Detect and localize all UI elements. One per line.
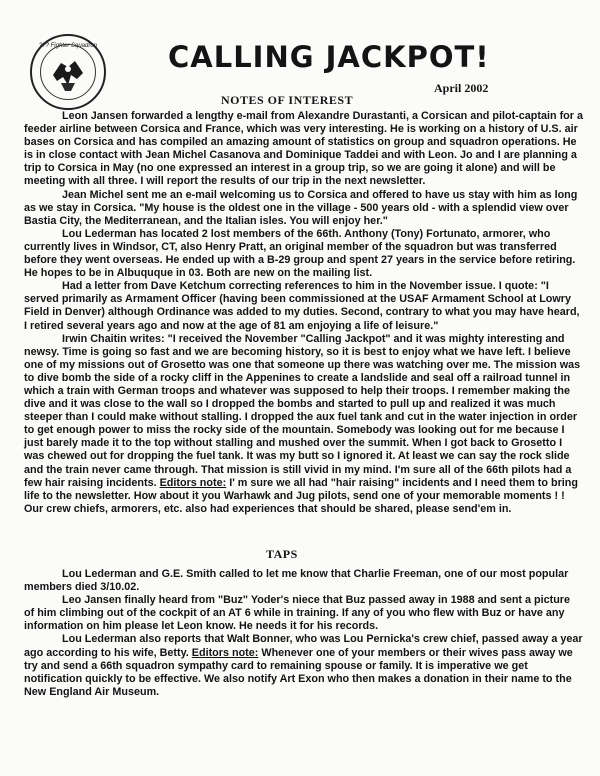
emblem-mascot-icon [41,45,95,99]
notes-paragraph: Jean Michel sent me an e-mail welcoming us to Corsica and offered to have us stay with him as long as we stay in Corsica. "My house is the oldest one in the village - 500 years old - with a splendid view over Bastia City, the Mediterranean, and the Italian isles. You will enjoy her." [24,188,578,227]
emblem-ring-text: ??? Fighter Squadron [38,43,98,49]
notes-paragraph: Leon Jansen forwarded a lengthy e-mail from Alexandre Durastanti, a Corsican and pilot-captain for a feeder airline between Corsica and France, which was very interesting. He is working on a history of U.S. air bases on Corsica and has compiled an amazing amount of statistics on group and squadron operations. He is in close contact with Jean Michel Casanova and Dominique Taddei and with Leon. Jo and I are planning a trip to Corsica in May (no one expressed an interest in a group trip, so we are going it alone) and will be meeting with all three. I will report the results of our trip in the next newsletter. [24,110,583,188]
editors-note-label: Editors note: [159,476,227,489]
notes-heading: NOTES OF INTEREST [221,93,354,107]
notes-section [24,110,583,516]
taps-paragraph-bonner [24,633,583,698]
emblem-inner-circle [40,44,96,100]
taps-heading: TAPS [266,547,298,561]
notes-paragraph-chaitin [24,333,583,516]
editors-note-text: I' m sure we all had "hair raising" incidents and I need them to bring life to the newsletter. How about it you Warhawk and Jug pilots, send one of your memorable moments ! ! Our crew chiefs, armorers, etc. also had experiences that should be shared, please send'em in. [24,476,578,515]
issue-date: April 2002 [434,81,489,95]
chaitin-text: Irwin Chaitin writes: "I received the November "Calling Jackpot" and it was mighty interesting and newsy. Time is going so fast and we are becoming history, so it is best to enjoy what we have left. I believe one of my missions out of Grosetto was one that someone up there was watching over me. The mission was to dive bomb the side of a rocky cliff in the Appenines to create a landslide and seal off a railroad tunnel in which a train with German troops and whatever was supposed to help their troops. I remember making the dive and it was close to the wall so I dropped the bombs and started to pull up and realized it was much steeper than I could make without stalling. I dropped the aux fuel tank and cut in the water injection in order to get enough power to miss the rocky side of the mountain. Somebody was looking out for me because I just barely made it to the top without stalling and mushed over the summit. When I got back to Grosetto I was chewed out for dropping the fuel tank. It was my butt so I ignored it. At least we can say the rock slide and the train never came through. That mission is still vivid in my mind. I'm sure all of the 66th pilots had a few hair raising incidents. [24,332,581,489]
squadron-emblem [30,34,106,110]
notes-paragraph: Had a letter from Dave Ketchum correcting references to him in the November issue. I quote: "I served primarily as Armament Officer (having been commissioned at the USAF Armament School at Lowry Field in Denver) although Ordinance was added to my duties. Second, contrary to what you may have heard, I retired several years ago and now at the age of 81 am enjoying a life of leisure." [24,280,580,332]
editors-note-label: Editors note: [191,646,259,659]
notes-paragraph: Lou Lederman has located 2 lost members of the 66th. Anthony (Tony) Fortunato, armorer, who currently lives in Windsor, CT, also Henry Pratt, an original member of the squadron but was transferred before they went overseas. He ended up with a B-29 group and spent 27 years in the service before retiring. He hopes to be in Albuquque in 03. Both are new on the mailing list. [24,227,576,280]
editors-note-text: Whenever one of your members or their wives pass away we try and send a 66th squadron sympathy card to remaining spouse or family. It is imperative we get notification quickly to be effective. We also notify Art Exon who then makes a donation in their name to the New England Air Museum. [24,646,573,698]
taps-paragraph: Lou Lederman and G.E. Smith called to let me know that Charlie Freeman, one of our most popular members died 3/10.02. [24,568,569,594]
taps-section [24,568,583,699]
bonner-text: Lou Lederman also reports that Walt Bonner, who was Lou Pernicka's crew chief, passed away a year ago according to his wife, Betty. [24,633,583,659]
newsletter-title: CALLING JACKPOT! [168,40,490,74]
taps-paragraph: Leo Jansen finally heard from "Buz" Yoder's niece that Buz passed away in 1988 and sent a picture of him climbing out of the cockpit of an AT 6 while in training. If any of you who flew with Buz or have any information on him please let Leon know. He needs it for his records. [24,594,571,633]
